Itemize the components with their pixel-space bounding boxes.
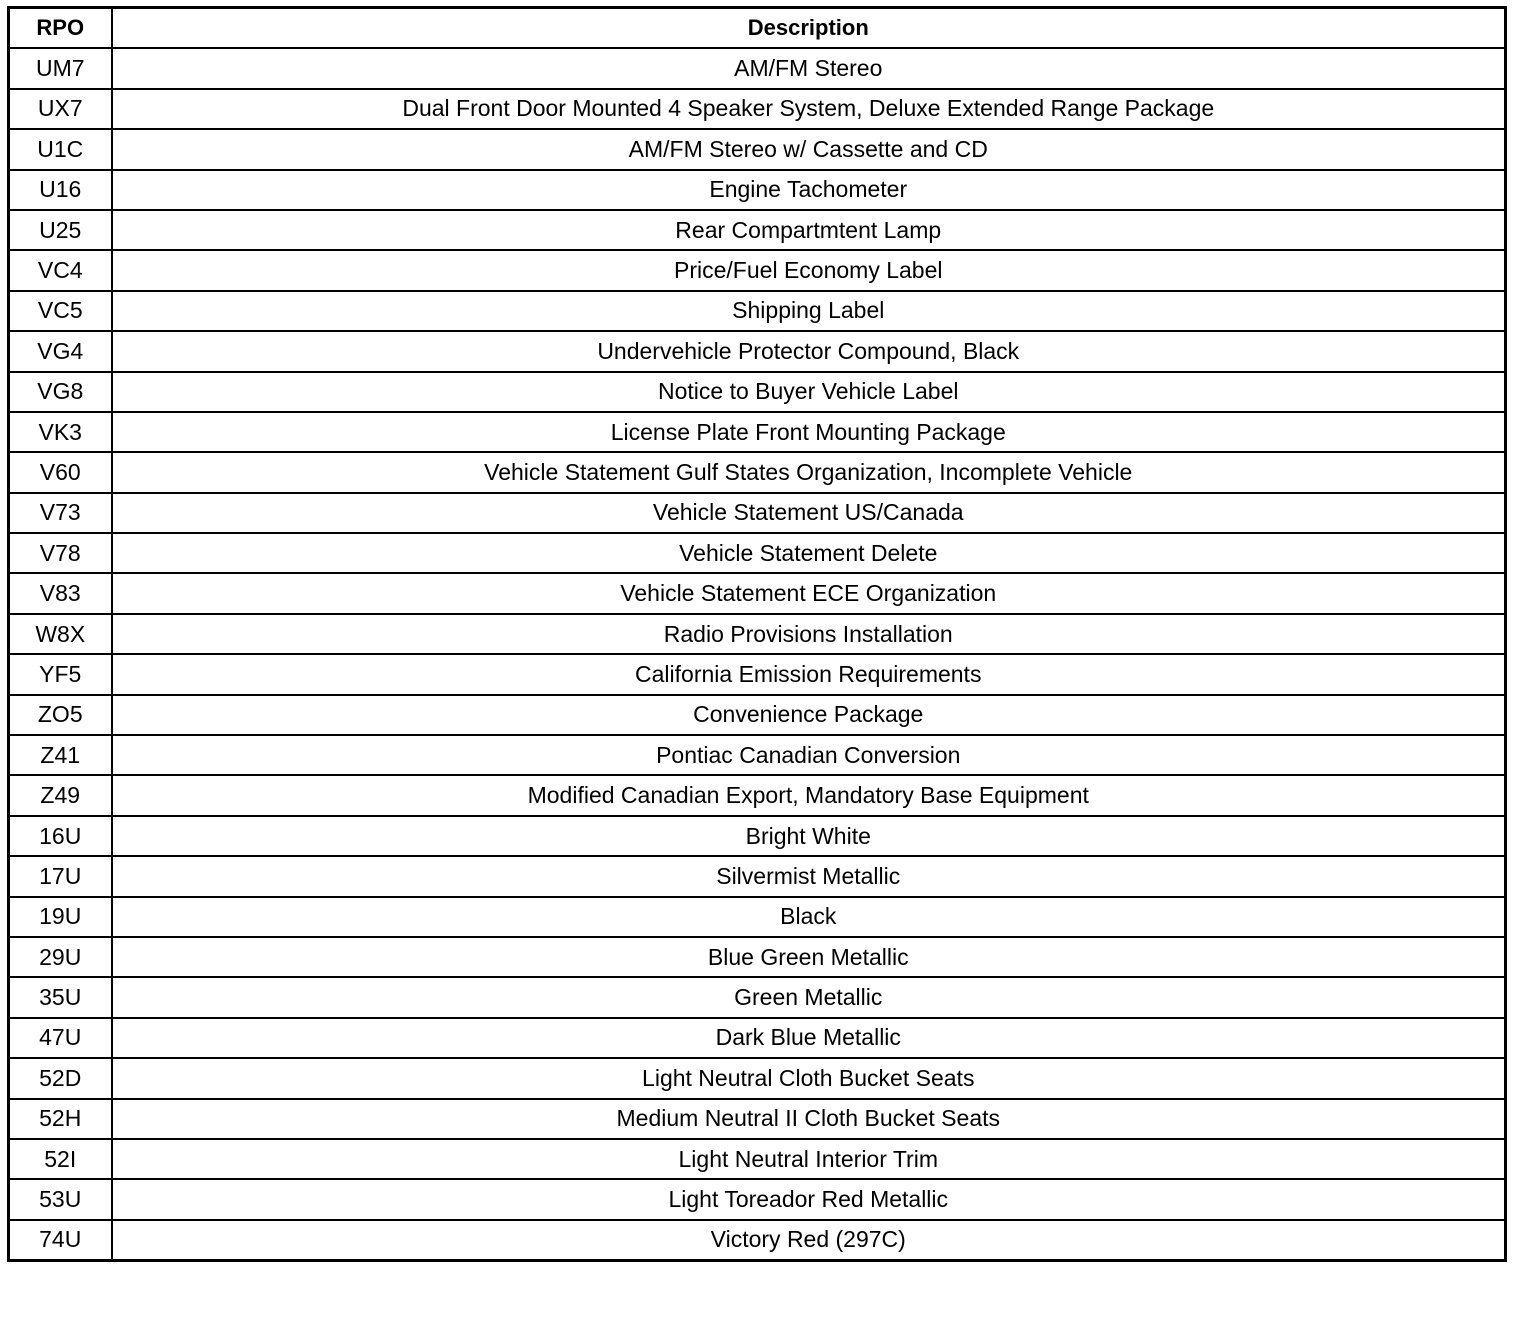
rpo-code-cell: V73	[9, 493, 112, 533]
rpo-code-cell: 16U	[9, 816, 112, 856]
rpo-code-cell: 52H	[9, 1099, 112, 1139]
rpo-code-cell: ZO5	[9, 695, 112, 735]
description-cell: Light Neutral Interior Trim	[112, 1139, 1506, 1179]
rpo-code-cell: V83	[9, 573, 112, 613]
rpo-code-cell: UM7	[9, 48, 112, 88]
rpo-code-cell: UX7	[9, 89, 112, 129]
header-description: Description	[112, 8, 1506, 49]
rpo-code-cell: U25	[9, 210, 112, 250]
rpo-code-cell: 17U	[9, 856, 112, 896]
description-cell: Radio Provisions Installation	[112, 614, 1506, 654]
table-row	[9, 735, 1506, 775]
description-cell: Notice to Buyer Vehicle Label	[112, 372, 1506, 412]
rpo-code-cell: Z49	[9, 775, 112, 815]
table-row	[9, 170, 1506, 210]
description-cell: Silvermist Metallic	[112, 856, 1506, 896]
table-row	[9, 331, 1506, 371]
description-cell: Vehicle Statement US/Canada	[112, 493, 1506, 533]
rpo-code-cell: 74U	[9, 1220, 112, 1261]
rpo-code-cell: 29U	[9, 937, 112, 977]
table-row	[9, 695, 1506, 735]
table-body	[9, 48, 1506, 1260]
description-cell: AM/FM Stereo	[112, 48, 1506, 88]
rpo-code-cell: 53U	[9, 1179, 112, 1219]
rpo-code-cell: VG4	[9, 331, 112, 371]
table-row	[9, 210, 1506, 250]
table-row	[9, 977, 1506, 1017]
table-header	[9, 8, 1506, 49]
table-row	[9, 1058, 1506, 1098]
rpo-code-cell: VC4	[9, 250, 112, 290]
table-row	[9, 937, 1506, 977]
rpo-code-cell: U16	[9, 170, 112, 210]
table-row	[9, 614, 1506, 654]
table-row	[9, 533, 1506, 573]
table-row	[9, 654, 1506, 694]
table-row	[9, 452, 1506, 492]
table-row	[9, 493, 1506, 533]
table-row	[9, 372, 1506, 412]
rpo-code-cell: 35U	[9, 977, 112, 1017]
header-row	[9, 8, 1506, 49]
description-cell: License Plate Front Mounting Package	[112, 412, 1506, 452]
table-row	[9, 89, 1506, 129]
description-cell: Rear Compartmtent Lamp	[112, 210, 1506, 250]
description-cell: Price/Fuel Economy Label	[112, 250, 1506, 290]
description-cell: Bright White	[112, 816, 1506, 856]
table-row	[9, 1179, 1506, 1219]
table-row	[9, 1139, 1506, 1179]
table-row	[9, 129, 1506, 169]
description-cell: Pontiac Canadian Conversion	[112, 735, 1506, 775]
description-cell: Convenience Package	[112, 695, 1506, 735]
table-row	[9, 250, 1506, 290]
description-cell: California Emission Requirements	[112, 654, 1506, 694]
table-row	[9, 48, 1506, 88]
rpo-code-cell: 47U	[9, 1018, 112, 1058]
rpo-code-cell: W8X	[9, 614, 112, 654]
description-cell: Engine Tachometer	[112, 170, 1506, 210]
rpo-code-cell: VG8	[9, 372, 112, 412]
table-row	[9, 573, 1506, 613]
description-cell: Medium Neutral II Cloth Bucket Seats	[112, 1099, 1506, 1139]
description-cell: Vehicle Statement Delete	[112, 533, 1506, 573]
rpo-code-cell: V78	[9, 533, 112, 573]
table-row	[9, 816, 1506, 856]
table-row	[9, 1220, 1506, 1261]
description-cell: Victory Red (297C)	[112, 1220, 1506, 1261]
rpo-code-cell: 52I	[9, 1139, 112, 1179]
description-cell: Black	[112, 897, 1506, 937]
rpo-code-cell: VC5	[9, 291, 112, 331]
table-row	[9, 775, 1506, 815]
description-cell: Undervehicle Protector Compound, Black	[112, 331, 1506, 371]
description-cell: Shipping Label	[112, 291, 1506, 331]
description-cell: AM/FM Stereo w/ Cassette and CD	[112, 129, 1506, 169]
description-cell: Dark Blue Metallic	[112, 1018, 1506, 1058]
header-rpo: RPO	[9, 8, 112, 49]
table-row	[9, 897, 1506, 937]
description-cell: Vehicle Statement ECE Organization	[112, 573, 1506, 613]
description-cell: Vehicle Statement Gulf States Organization, Incomplete Vehicle	[112, 452, 1506, 492]
table-row	[9, 856, 1506, 896]
rpo-code-cell: 19U	[9, 897, 112, 937]
table-row	[9, 412, 1506, 452]
rpo-code-cell: VK3	[9, 412, 112, 452]
table-row	[9, 1018, 1506, 1058]
rpo-code-cell: Z41	[9, 735, 112, 775]
description-cell: Modified Canadian Export, Mandatory Base Equipment	[112, 775, 1506, 815]
rpo-code-cell: V60	[9, 452, 112, 492]
rpo-code-cell: YF5	[9, 654, 112, 694]
description-cell: Blue Green Metallic	[112, 937, 1506, 977]
table-row	[9, 1099, 1506, 1139]
rpo-table	[7, 6, 1507, 1262]
rpo-code-cell: U1C	[9, 129, 112, 169]
description-cell: Green Metallic	[112, 977, 1506, 1017]
description-cell: Dual Front Door Mounted 4 Speaker System, Deluxe Extended Range Package	[112, 89, 1506, 129]
rpo-code-cell: 52D	[9, 1058, 112, 1098]
description-cell: Light Toreador Red Metallic	[112, 1179, 1506, 1219]
description-cell: Light Neutral Cloth Bucket Seats	[112, 1058, 1506, 1098]
table-row	[9, 291, 1506, 331]
